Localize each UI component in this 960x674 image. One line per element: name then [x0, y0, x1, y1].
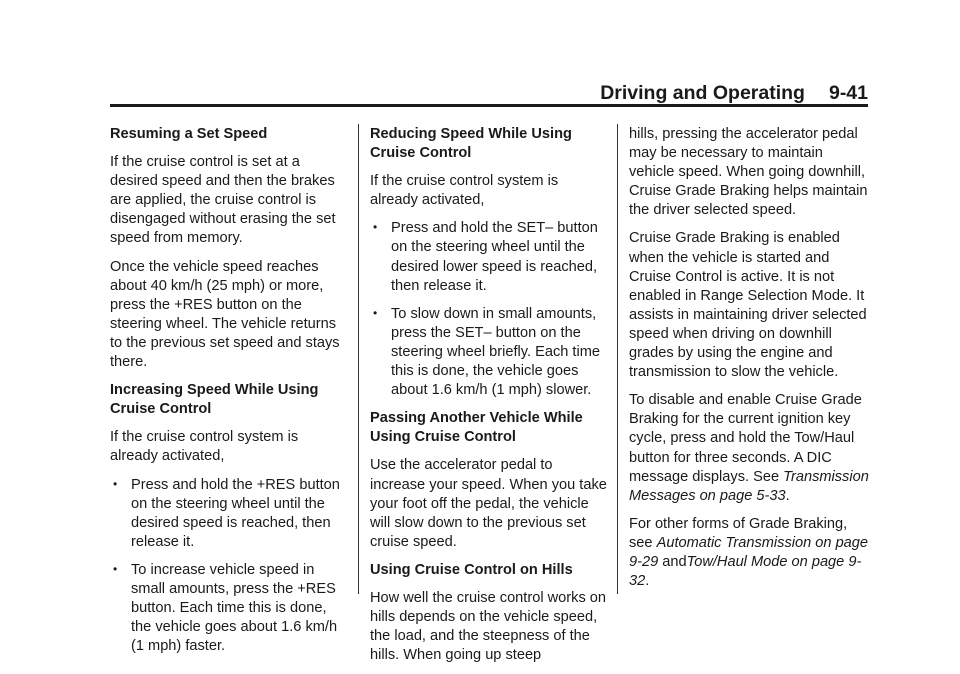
paragraph: Use the accelerator pedal to increase your speed. When you take your foot off the pedal, the vehicle will slow down to the previous set cruise speed. [370, 457, 607, 550]
section-heading: Using Cruise Control on Hills [370, 561, 573, 578]
conjunction: and [658, 553, 687, 570]
column-2 [370, 125, 610, 674]
section-heading: Passing Another Vehicle While Using Cruise Control [370, 410, 583, 446]
paragraph: How well the cruise control works on hills depends on the vehicle speed, the load, and the steepness of the hills. When going up steep [370, 589, 607, 664]
page-header [110, 80, 868, 106]
cross-reference-link[interactable]: Transmission Messages on page 5-33 [629, 468, 869, 504]
cross-reference-link[interactable]: Automatic Transmission on page 9-29 [629, 534, 869, 570]
bullet-text: Press and hold the +RES button on the steering wheel until the desired speed is reached, then release it. [131, 476, 340, 550]
paragraph: hills, pressing the accelerator pedal may be necessary to maintain vehicle speed. When going downhill, Cruise Grade Braking helps maintain the driver selected speed. [629, 126, 868, 219]
section-heading: Increasing Speed While Using Cruise Control [110, 382, 319, 418]
punctuation: . [785, 487, 790, 504]
bullet-icon: • [373, 220, 378, 235]
column-divider [358, 124, 359, 594]
bullet-icon: • [373, 305, 378, 320]
bullet-text: To increase vehicle speed in small amounts, press the +RES button. Each time this is done, the vehicle goes about 1.6 km/h (1 mph) faster. [131, 561, 338, 655]
header-rule [110, 104, 868, 107]
bullet-item [370, 305, 610, 400]
paragraph: If the cruise control system is already activated, [110, 429, 299, 465]
section-heading: Resuming a Set Speed [110, 126, 268, 142]
punctuation: . [645, 573, 650, 590]
bullet-item [110, 476, 350, 552]
bullet-item [110, 561, 350, 656]
paragraph [629, 515, 869, 591]
bullet-item [370, 219, 610, 295]
paragraph: Cruise Grade Braking is enabled when the vehicle is started and Cruise Control is active. It is not enabled in Range Selection Mode. It assists in maintaining driver selected speed when driving on downhill grades by using the engine and transmission to slow the vehicle. [629, 230, 867, 381]
column-divider [617, 124, 618, 594]
paragraph [629, 391, 869, 506]
bullet-text: To slow down in small amounts, press the SET– button on the steering wheel briefly. Each time this is done, the vehicle goes about 1.6 km/h (1 mph) slower. [391, 305, 601, 399]
bullet-icon: • [113, 476, 118, 491]
column-3 [629, 125, 869, 600]
paragraph: Once the vehicle speed reaches about 40 km/h (25 mph) or more, press the +RES button on the steering wheel. The vehicle returns to the previous set speed and stays there. [110, 258, 340, 371]
paragraph-text: For other forms of Grade Braking, see [629, 515, 848, 551]
column-1 [110, 125, 350, 665]
cross-reference-link[interactable]: Tow/Haul Mode on page 9-32 [629, 553, 862, 590]
chapter-title: Driving and Operating [600, 82, 805, 104]
bullet-text: Press and hold the SET– button on the steering wheel until the desired lower speed is reached, then release it. [391, 220, 598, 294]
page-number: 9-41 [828, 82, 868, 104]
bullet-icon: • [113, 561, 118, 576]
paragraph-text: To disable and enable Cruise Grade Braking for the current ignition key cycle, press and hold the Tow/Haul button for three seconds. A DIC message displays. See [629, 392, 862, 485]
paragraph: If the cruise control is set at a desired speed and then the brakes are applied, the cruise control is disengaged without erasing the set speed from memory. [110, 154, 336, 247]
section-heading: Reducing Speed While Using Cruise Control [370, 126, 572, 162]
paragraph: If the cruise control system is already activated, [370, 173, 559, 209]
